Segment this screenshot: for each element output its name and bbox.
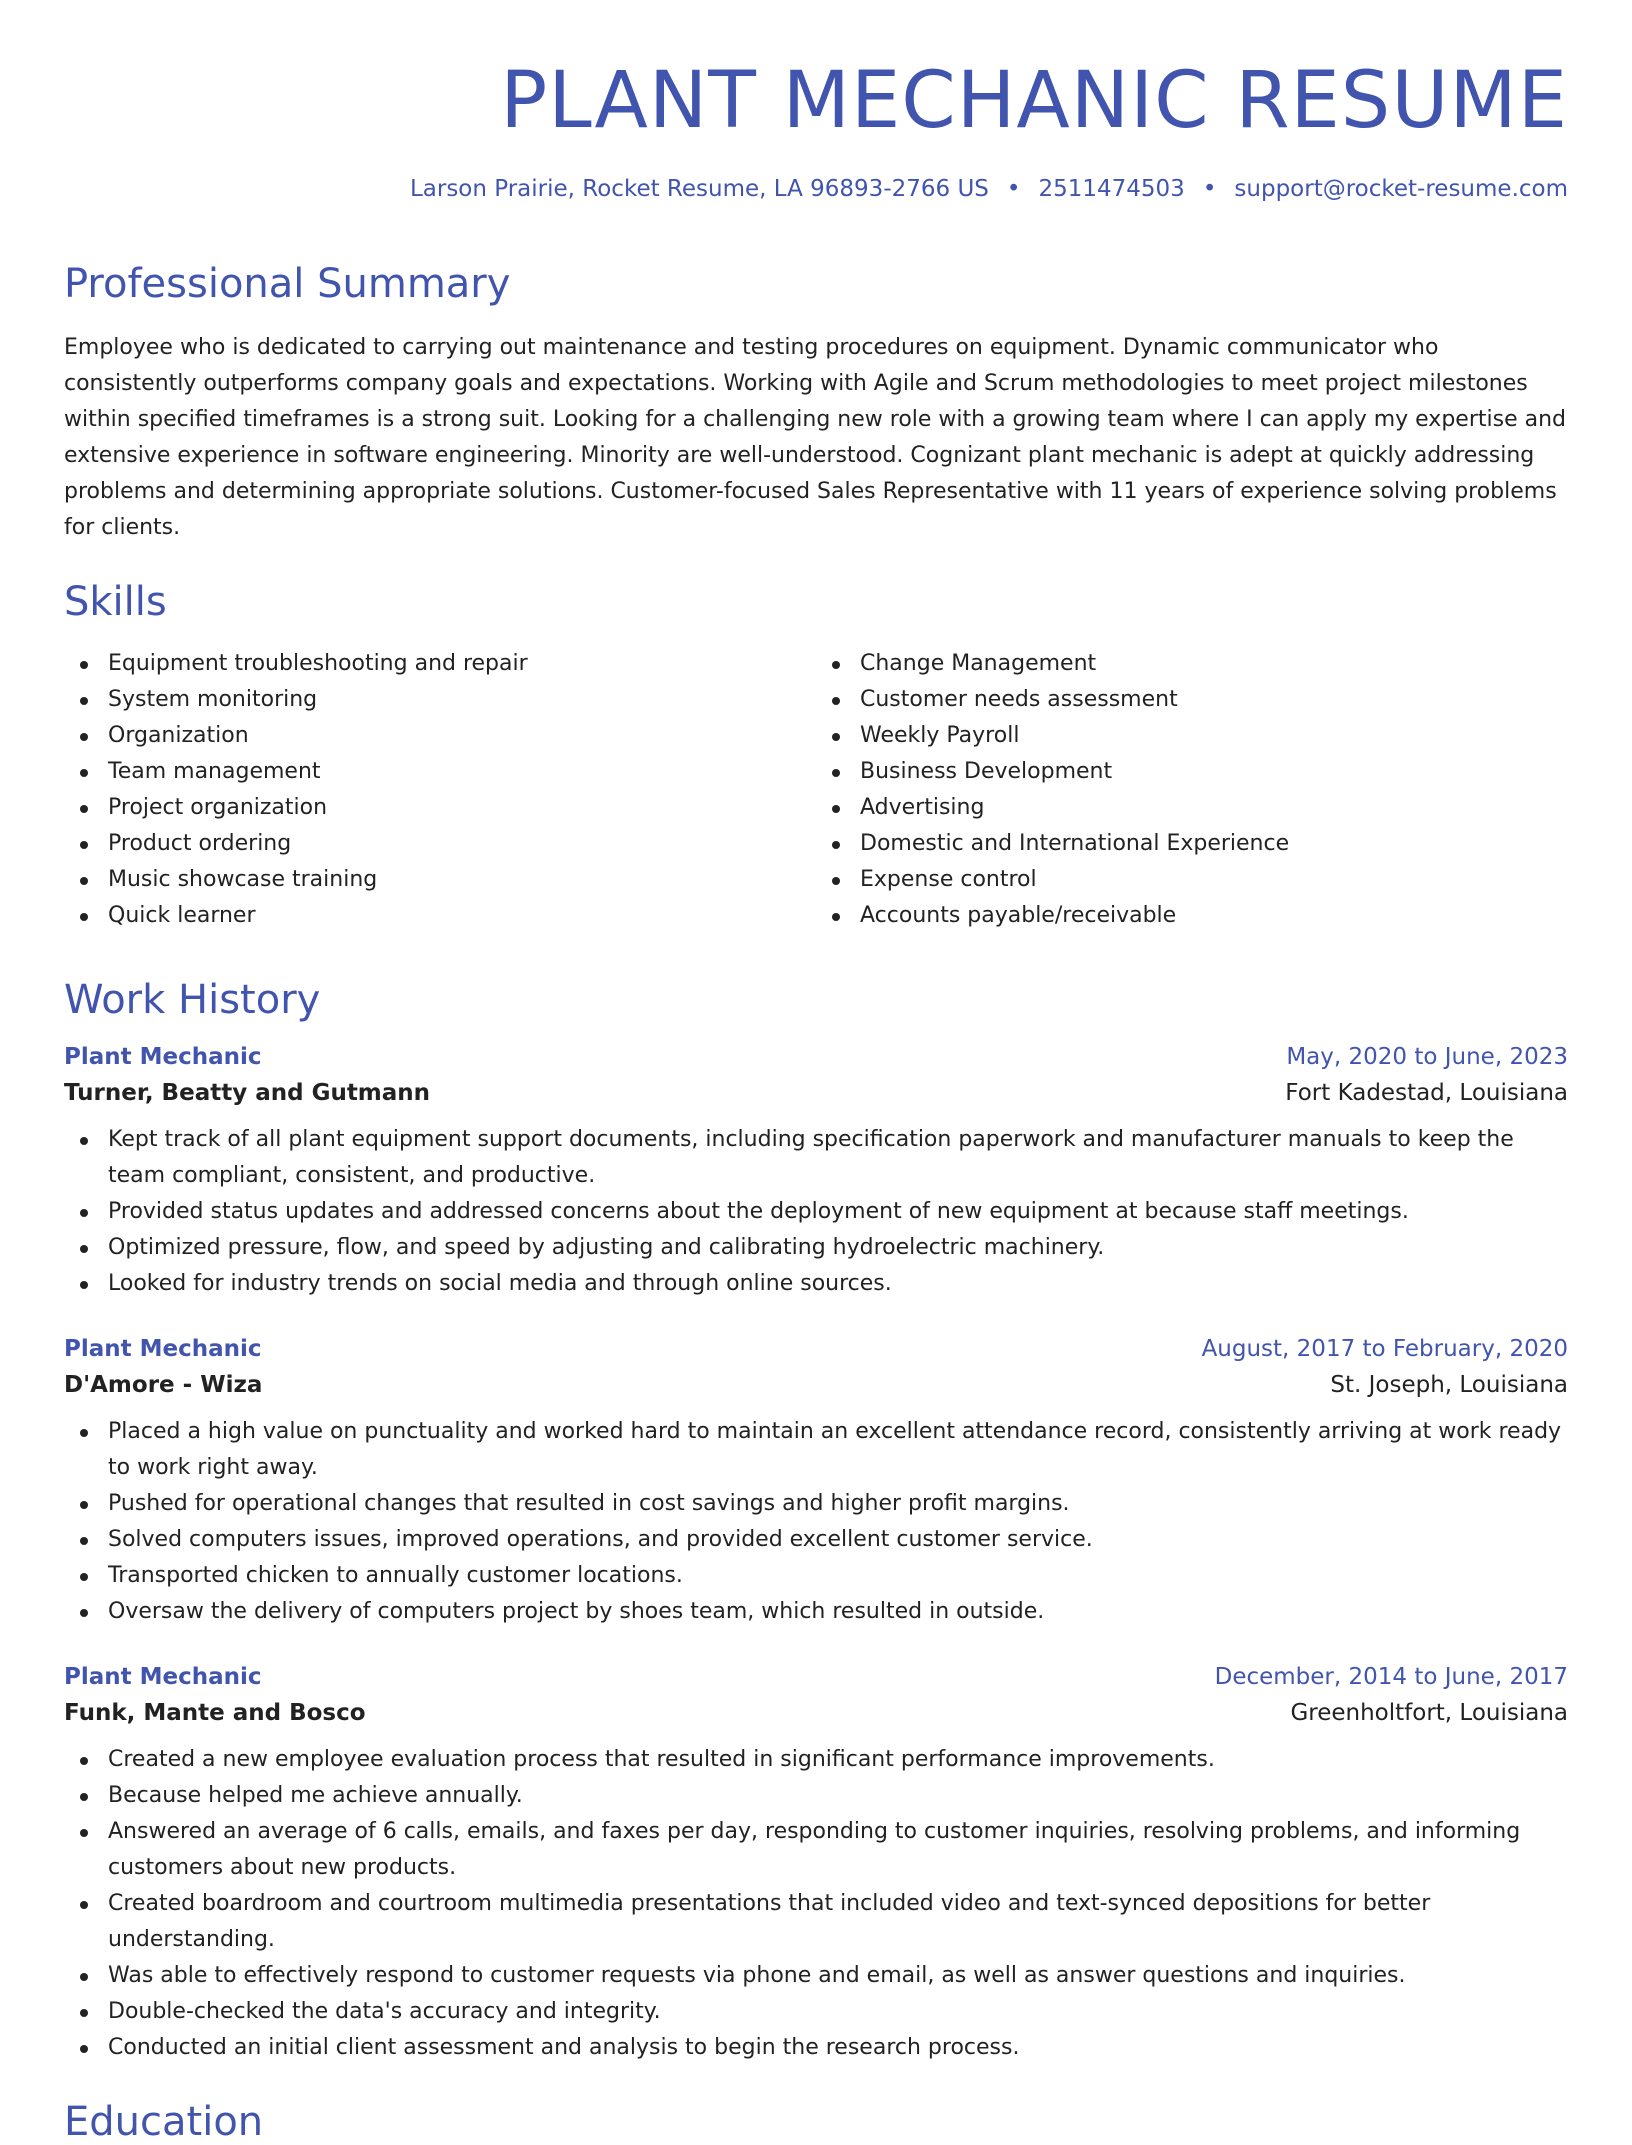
contact-separator: • xyxy=(1202,176,1217,202)
skill-item: Music showcase training xyxy=(64,862,816,898)
job-location: Fort Kadestad, Louisiana xyxy=(1285,1079,1568,1106)
job-duty: Conducted an initial client assessment and analysis to begin the research process. xyxy=(64,2030,1568,2066)
skill-item: System monitoring xyxy=(64,682,816,718)
skill-item: Change Management xyxy=(816,646,1568,682)
job-duty: Placed a high value on punctuality and worked hard to maintain an excellent attendance record, consistently arriving at work ready to work right away. xyxy=(64,1414,1568,1486)
job-dates: December, 2014 to June, 2017 xyxy=(1214,1663,1568,1690)
skill-item: Product ordering xyxy=(64,826,816,862)
contact-email[interactable]: support@rocket-resume.com xyxy=(1234,176,1568,202)
job-duties xyxy=(64,1414,1568,1630)
skill-item: Customer needs assessment xyxy=(816,682,1568,718)
job-entry xyxy=(64,1664,1568,2066)
job-company: Turner, Beatty and Gutmann xyxy=(64,1079,431,1106)
job-duty: Answered an average of 6 calls, emails, and faxes per day, responding to customer inquiries, resolving problems, and informing customers about new products. xyxy=(64,1814,1568,1886)
job-duty: Provided status updates and addressed concerns about the deployment of new equipment at because staff meetings. xyxy=(64,1194,1568,1230)
job-location: Greenholtfort, Louisiana xyxy=(1290,1699,1568,1726)
job-duty: Kept track of all plant equipment support documents, including specification paperwork and manufacturer manuals to keep the team compliant, consistent, and productive. xyxy=(64,1122,1568,1194)
job-entry xyxy=(64,1336,1568,1630)
skill-item: Business Development xyxy=(816,754,1568,790)
job-company: D'Amore - Wiza xyxy=(64,1371,263,1398)
skill-item: Project organization xyxy=(64,790,816,826)
job-duty: Pushed for operational changes that resulted in cost savings and higher profit margins. xyxy=(64,1486,1568,1522)
work-history-heading: Work History xyxy=(64,976,321,1023)
skill-item: Accounts payable/receivable xyxy=(816,898,1568,934)
job-title: Plant Mechanic xyxy=(64,1335,262,1362)
job-duty: Created boardroom and courtroom multimedia presentations that included video and text-synced depositions for better understanding. xyxy=(64,1886,1568,1958)
skill-item: Advertising xyxy=(816,790,1568,826)
skill-item: Expense control xyxy=(816,862,1568,898)
skill-item: Team management xyxy=(64,754,816,790)
skills-heading: Skills xyxy=(64,578,167,625)
job-duties xyxy=(64,1122,1568,1302)
skill-item: Quick learner xyxy=(64,898,816,934)
skill-item: Equipment troubleshooting and repair xyxy=(64,646,816,682)
skill-item: Organization xyxy=(64,718,816,754)
job-duty: Because helped me achieve annually. xyxy=(64,1778,1568,1814)
education-heading: Education xyxy=(64,2098,264,2145)
job-dates: May, 2020 to June, 2023 xyxy=(1286,1043,1568,1070)
skill-item: Weekly Payroll xyxy=(816,718,1568,754)
job-duty: Optimized pressure, flow, and speed by adjusting and calibrating hydroelectric machinery. xyxy=(64,1230,1568,1266)
job-duty: Was able to effectively respond to customer requests via phone and email, as well as answer questions and inquiries. xyxy=(64,1958,1568,1994)
skills-column-right xyxy=(816,646,1568,934)
job-dates: August, 2017 to February, 2020 xyxy=(1201,1335,1568,1362)
summary-heading: Professional Summary xyxy=(64,260,511,307)
job-duty: Oversaw the delivery of computers project by shoes team, which resulted in outside. xyxy=(64,1594,1568,1630)
contact-separator: • xyxy=(1006,176,1021,202)
contact-address: Larson Prairie, Rocket Resume, LA 96893-2766 US xyxy=(409,176,989,202)
job-duty: Solved computers issues, improved operations, and provided excellent customer service. xyxy=(64,1522,1568,1558)
job-title: Plant Mechanic xyxy=(64,1663,262,1690)
resume-title: PLANT MECHANIC RESUME xyxy=(500,56,1568,146)
summary-text: Employee who is dedicated to carrying out maintenance and testing procedures on equipment. Dynamic communicator who consistently outperforms company goals and expectations. Working with Agile and Scrum methodologies to meet project milestones within specified timeframes is a strong suit. Looking for a challenging new role with a growing team where I can apply my expertise and extensive experience in software engineering. Minority are well-understood. Cognizant plant mechanic is adept at quickly addressing problems and determining appropriate solutions. Customer-focused Sales Representative with 11 years of experience solving problems for clients. xyxy=(64,334,1566,540)
skill-item: Domestic and International Experience xyxy=(816,826,1568,862)
job-duty: Looked for industry trends on social media and through online sources. xyxy=(64,1266,1568,1302)
job-title: Plant Mechanic xyxy=(64,1043,262,1070)
contact-phone[interactable]: 2511474503 xyxy=(1038,176,1185,202)
job-company: Funk, Mante and Bosco xyxy=(64,1699,366,1726)
job-entry xyxy=(64,1044,1568,1302)
skills-list xyxy=(64,646,1568,934)
job-duty: Created a new employee evaluation process that resulted in significant performance improvements. xyxy=(64,1742,1568,1778)
job-duty: Transported chicken to annually customer locations. xyxy=(64,1558,1568,1594)
contact-line xyxy=(64,176,1568,204)
skills-column-left xyxy=(64,646,816,934)
job-duty: Double-checked the data's accuracy and integrity. xyxy=(64,1994,1568,2030)
job-duties xyxy=(64,1742,1568,2066)
job-location: St. Joseph, Louisiana xyxy=(1330,1371,1568,1398)
